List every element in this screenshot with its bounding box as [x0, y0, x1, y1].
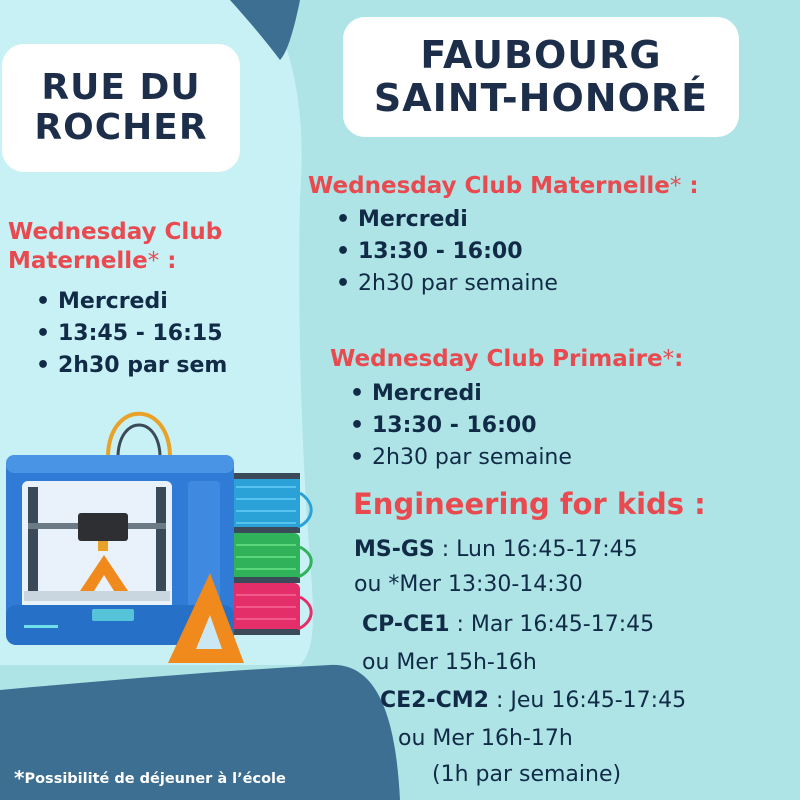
engineering-ms-gs — [354, 537, 638, 562]
engineering-cp-ce1-alt: ou Mer 15h-16h — [362, 650, 537, 675]
bullet: • — [36, 289, 51, 314]
list-item — [350, 410, 572, 442]
asterisk-note-marker: * — [662, 346, 675, 372]
colon: : — [681, 173, 699, 199]
asterisk-icon: * — [14, 766, 25, 790]
location-card-faubourg-saint-honore — [343, 17, 739, 137]
level-cp-ce1: CP-CE1 — [362, 612, 450, 637]
club-day: Mercredi — [58, 289, 168, 314]
schedule-ce2-cm2: : Jeu 16:45-17:45 — [488, 688, 687, 713]
club-day: Mercredi — [372, 381, 482, 406]
3d-printer-illustration — [0, 395, 320, 665]
left-club-title — [8, 218, 222, 276]
asterisk-note-marker: * — [669, 173, 682, 199]
engineering-ms-gs-alt: ou *Mer 13:30-14:30 — [354, 572, 583, 597]
list-item — [36, 318, 227, 350]
engineering-cp-ce1 — [362, 612, 654, 637]
left-club-title-line1: Wednesday Club — [8, 219, 223, 245]
right-maternelle-details — [336, 204, 558, 300]
list-item — [36, 350, 227, 382]
bullet: • — [350, 413, 365, 438]
club-duration: 2h30 par semaine — [372, 445, 572, 470]
schedule-ms-gs: : Lun 16:45-17:45 — [434, 537, 638, 562]
location-title-faubourg-saint-honore: FAUBOURG SAINT-HONORÉ — [373, 33, 709, 120]
bullet: • — [350, 445, 365, 470]
list-item — [350, 378, 572, 410]
club-duration: 2h30 par semaine — [358, 271, 558, 296]
right-maternelle-title — [308, 172, 699, 201]
asterisk-note-marker: * — [147, 247, 160, 274]
engineering-title: Engineering for kids : — [353, 487, 706, 521]
engineering-ce2-cm2 — [380, 688, 686, 713]
footer-note — [14, 766, 286, 790]
club-day: Mercredi — [358, 207, 468, 232]
location-title-rue-du-rocher: RUE DU ROCHER — [34, 66, 208, 148]
bullet: • — [36, 321, 51, 346]
left-club-title-line2: Maternelle — [8, 247, 148, 274]
list-item — [336, 268, 558, 300]
level-ms-gs: MS-GS — [354, 537, 435, 562]
footer-text: Possibilité de déjeuner à l’école — [24, 771, 286, 787]
colon: : — [159, 247, 177, 274]
location-card-rue-du-rocher — [2, 44, 240, 172]
primaire-title-text: Wednesday Club Primaire — [330, 346, 663, 372]
maternelle-title-text: Wednesday Club Maternelle — [308, 173, 670, 199]
bullet: • — [350, 381, 365, 406]
right-primaire-details — [350, 378, 572, 474]
list-item — [336, 236, 558, 268]
bullet: • — [336, 207, 351, 232]
list-item — [336, 204, 558, 236]
left-club-details — [36, 286, 227, 382]
club-duration: 2h30 par sem — [58, 353, 228, 378]
list-item — [36, 286, 227, 318]
bullet: • — [336, 239, 351, 264]
bullet: • — [36, 353, 51, 378]
club-time: 13:45 - 16:15 — [58, 321, 223, 346]
bullet: • — [336, 271, 351, 296]
schedule-cp-ce1: : Mar 16:45-17:45 — [449, 612, 655, 637]
engineering-duration-note: (1h par semaine) — [432, 762, 622, 787]
list-item — [350, 442, 572, 474]
filament-spools-icon — [228, 473, 311, 635]
level-ce2-cm2: CE2-CM2 — [380, 688, 489, 713]
colon: : — [674, 346, 684, 372]
club-time: 13:30 - 16:00 — [358, 239, 523, 264]
club-time: 13:30 - 16:00 — [372, 413, 537, 438]
right-primaire-title — [330, 345, 683, 374]
engineering-ce2-cm2-alt: ou Mer 16h-17h — [398, 726, 573, 751]
